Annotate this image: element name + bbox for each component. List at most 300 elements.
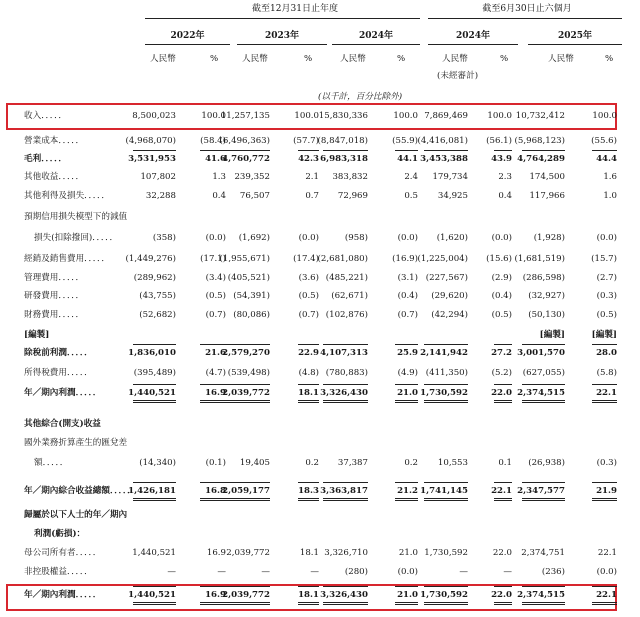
rule-below-profit-1-0 — [200, 400, 226, 401]
cell-profit-5: 21.0 — [397, 388, 418, 398]
cell-profit2-7: 22.0 — [491, 590, 512, 600]
rule-above-pbt-7 — [494, 344, 512, 345]
row-label-selling: 經銷及銷售費用．．．．． — [24, 254, 110, 264]
row-label-redacted: [編製] — [24, 330, 50, 340]
header-group-half: 截至6月30日止六個月 — [482, 4, 572, 14]
cell-other_gains-7: 0.4 — [498, 191, 512, 201]
cell-other_gains-0: 32,288 — [145, 191, 176, 201]
cell-cost_of_sales-1: (58.4) — [200, 136, 226, 146]
cell-owners-7: 22.0 — [492, 548, 512, 558]
rule-below-profit-6-0 — [424, 400, 468, 401]
rule-above-tci-7 — [494, 482, 512, 483]
rule-below-profit-9-1 — [592, 402, 617, 403]
rule-above-tci-6 — [424, 482, 468, 483]
rule-below-profit-3-1 — [298, 402, 319, 403]
rule-above-profit-1 — [200, 384, 226, 385]
rule-above-profit-0 — [133, 384, 176, 385]
rule-below-profit2-2-1 — [225, 604, 270, 605]
rule-below-profit2-9-1 — [592, 604, 617, 605]
cell-rnd-7: (0.4) — [491, 291, 512, 301]
cell-finance-0: (52,682) — [139, 310, 176, 320]
header-rule-year — [145, 18, 420, 19]
cell-gross_profit-1: 41.6 — [205, 154, 226, 164]
cell-gross_profit-6: 3,453,388 — [420, 154, 468, 164]
cell-gross_profit-0: 3,531,953 — [128, 154, 176, 164]
cell-owners-5: 21.0 — [398, 548, 418, 558]
cell-other_income-4: 383,832 — [332, 172, 368, 182]
cell-other_income-0: 107,802 — [140, 172, 176, 182]
cell-finance-2: (80,086) — [233, 310, 270, 320]
rule-below-profit2-6-1 — [424, 604, 468, 605]
cell-admin-2: (405,521) — [227, 273, 270, 283]
cell-other_gains-6: 34,925 — [437, 191, 468, 201]
rule-below-profit2-3-1 — [298, 604, 319, 605]
row-label-profit: 年／期內利潤．．．．． — [24, 388, 102, 398]
header-rule-half — [428, 18, 622, 19]
period-rule-2025-h1 — [528, 44, 622, 45]
cell-selling-0: (1,449,276) — [125, 254, 176, 264]
rule-below-tci-8-1 — [522, 500, 565, 501]
cell-gross_profit-4: 6,983,318 — [320, 154, 368, 164]
col-rmb-2022: 人民幣 — [150, 54, 176, 64]
rule-below-profit-0-0 — [133, 400, 176, 401]
cell-profit2-1: 16.9 — [205, 590, 226, 600]
cell-tci-3: 18.3 — [298, 486, 319, 496]
rule-above-pbt-8 — [522, 344, 565, 345]
rule-below-tci-9-0 — [592, 498, 617, 499]
cell-selling-4: (2,681,080) — [317, 254, 368, 264]
cell-selling-2: (1,955,671) — [219, 254, 270, 264]
cell-tci-2: 2,059,177 — [222, 486, 270, 496]
rule-above-tci-2 — [225, 482, 270, 483]
cell-nci-2: — — [261, 567, 270, 577]
rule-below-profit2-1-0 — [200, 602, 226, 603]
cell-finance-3: (0.7) — [298, 310, 319, 320]
rule-above-tci-0 — [133, 482, 176, 483]
col-rmb-2024: 人民幣 — [340, 54, 366, 64]
rule-below-profit-8-1 — [522, 402, 565, 403]
cell-fx-9: (0.3) — [596, 458, 617, 468]
col-rmb-2023: 人民幣 — [242, 54, 268, 64]
cell-admin-9: (2.7) — [596, 273, 617, 283]
cell-cost_of_sales-2: (6,496,363) — [219, 136, 270, 146]
cell-selling-6: (1,225,004) — [417, 254, 468, 264]
cell-profit-6: 1,730,592 — [420, 388, 468, 398]
cell-revenue-1: 100.0 — [201, 111, 226, 121]
rule-below-tci-8-0 — [522, 498, 565, 499]
cell-other_income-9: 1.6 — [603, 172, 617, 182]
period-rule-2024 — [332, 44, 420, 45]
cell-pbt-9: 28.0 — [596, 348, 617, 358]
cell-other_gains-2: 76,507 — [239, 191, 270, 201]
rule-below-profit2-5-0 — [395, 602, 418, 603]
cell-finance-5: (0.7) — [397, 310, 418, 320]
cell-other_gains-4: 72,969 — [337, 191, 368, 201]
rule-above-profit-5 — [395, 384, 418, 385]
cell-admin-8: (286,598) — [522, 273, 565, 283]
rule-above-profit2-0 — [133, 586, 176, 587]
rule-below-tci-5-0 — [395, 498, 418, 499]
cell-tax-5: (4.9) — [397, 368, 418, 378]
cell-cost_of_sales-9: (55.6) — [591, 136, 617, 146]
cell-rnd-5: (0.4) — [397, 291, 418, 301]
cell-redacted-8: [編製] — [539, 330, 565, 340]
cell-finance-4: (102,876) — [325, 310, 368, 320]
cell-revenue-6: 7,869,469 — [424, 111, 468, 121]
rule-below-profit2-0-0 — [133, 602, 176, 603]
cell-selling-7: (15.6) — [486, 254, 512, 264]
rule-below-profit2-7-1 — [494, 604, 512, 605]
cell-tax-4: (780,883) — [325, 368, 368, 378]
rule-above-profit2-5 — [395, 586, 418, 587]
cell-fx-8: (26,938) — [528, 458, 565, 468]
unit-note: (以千計，百分比除外) — [318, 92, 403, 102]
rule-above-profit-6 — [424, 384, 468, 385]
rule-above-pbt-3 — [298, 344, 319, 345]
cell-ecl-8: (1,928) — [533, 233, 565, 243]
row-label-tci: 年／期內綜合收益總額．．．．． — [24, 486, 136, 496]
rule-below-tci-7-1 — [494, 500, 512, 501]
cell-other_income-1: 1.3 — [212, 172, 226, 182]
cell-pbt-1: 21.6 — [205, 348, 226, 358]
row-label-fx: 額．．．．． — [34, 458, 69, 468]
cell-fx-4: 37,387 — [337, 458, 368, 468]
cell-profit-7: 22.0 — [491, 388, 512, 398]
cell-revenue-7: 100.0 — [487, 111, 512, 121]
cell-pbt-8: 3,001,570 — [517, 348, 565, 358]
cell-profit2-3: 18.1 — [298, 590, 319, 600]
cell-tci-9: 21.9 — [596, 486, 617, 496]
rule-below-profit-4-1 — [323, 402, 368, 403]
rule-below-profit2-8-1 — [522, 604, 565, 605]
rule-above-profit-2 — [225, 384, 270, 385]
cell-profit-2: 2,039,772 — [222, 388, 270, 398]
rule-below-tci-0-0 — [133, 498, 176, 499]
cell-cost_of_sales-0: (4,968,070) — [125, 136, 176, 146]
rule-below-profit2-5-1 — [395, 604, 418, 605]
cell-gross_profit-9: 44.4 — [596, 154, 617, 164]
row-label-admin: 管理費用．．．．． — [24, 273, 85, 283]
rule-below-profit-5-1 — [395, 402, 418, 403]
cell-tax-6: (411,350) — [425, 368, 468, 378]
rule-below-profit-2-0 — [225, 400, 270, 401]
cell-tax-7: (5.2) — [491, 368, 512, 378]
cell-ecl-1: (0.0) — [205, 233, 226, 243]
cell-owners-4: 3,326,710 — [324, 548, 368, 558]
rule-above-gross_profit-1 — [200, 150, 226, 151]
cell-owners-0: 1,440,521 — [132, 548, 176, 558]
rule-below-profit-1-1 — [200, 402, 226, 403]
rule-below-profit-3-0 — [298, 400, 319, 401]
cell-tci-8: 2,347,577 — [517, 486, 565, 496]
cell-rnd-2: (54,391) — [233, 291, 270, 301]
cell-ecl-3: (0.0) — [298, 233, 319, 243]
rule-above-pbt-6 — [424, 344, 468, 345]
cell-other_gains-8: 117,966 — [529, 191, 565, 201]
rule-below-tci-5-1 — [395, 500, 418, 501]
cell-nci-5: (0.0) — [397, 567, 418, 577]
cell-profit2-4: 3,326,430 — [320, 590, 368, 600]
cell-other_gains-9: 1.0 — [603, 191, 617, 201]
row-label-nci: 非控股權益．．．．． — [24, 567, 93, 577]
rule-above-pbt-9 — [592, 344, 617, 345]
col-pct-2025-h1: % — [605, 54, 614, 64]
rule-above-gross_profit-8 — [522, 150, 565, 151]
cell-profit-9: 22.1 — [596, 388, 617, 398]
cell-revenue-3: 100.0 — [294, 111, 319, 121]
rule-below-profit2-8-0 — [522, 602, 565, 603]
rule-above-gross_profit-9 — [592, 150, 617, 151]
cell-profit-4: 3,326,430 — [320, 388, 368, 398]
rule-above-tci-5 — [395, 482, 418, 483]
cell-pbt-3: 22.9 — [298, 348, 319, 358]
rule-above-tci-4 — [323, 482, 368, 483]
rule-above-profit2-3 — [298, 586, 319, 587]
rule-above-tci-3 — [298, 482, 319, 483]
rule-below-profit-9-0 — [592, 400, 617, 401]
rule-above-gross_profit-3 — [298, 150, 319, 151]
cell-rnd-1: (0.5) — [205, 291, 226, 301]
col-pct-2024: % — [397, 54, 406, 64]
rule-below-profit2-6-0 — [424, 602, 468, 603]
rule-above-profit-4 — [323, 384, 368, 385]
cell-revenue-0: 8,500,023 — [132, 111, 176, 121]
rule-above-pbt-1 — [200, 344, 226, 345]
cell-revenue-8: 10,732,412 — [515, 111, 565, 121]
cell-gross_profit-8: 4,764,289 — [517, 154, 565, 164]
rule-above-tci-9 — [592, 482, 617, 483]
cell-nci-4: (280) — [344, 567, 368, 577]
cell-selling-9: (15.7) — [591, 254, 617, 264]
cell-gross_profit-3: 42.3 — [298, 154, 319, 164]
cell-profit-1: 16.9 — [205, 388, 226, 398]
rule-below-profit2-0-1 — [133, 604, 176, 605]
cell-nci-0: — — [167, 567, 176, 577]
cell-ecl-7: (0.0) — [491, 233, 512, 243]
cell-admin-3: (3.6) — [298, 273, 319, 283]
rule-above-profit-3 — [298, 384, 319, 385]
cell-cost_of_sales-5: (55.9) — [392, 136, 418, 146]
row-label-fx_label: 國外業務折算產生的匯兌差 — [24, 438, 128, 448]
rule-above-pbt-0 — [133, 344, 176, 345]
cell-other_income-6: 179,734 — [432, 172, 468, 182]
cell-other_gains-5: 0.5 — [404, 191, 418, 201]
cell-other_income-7: 2.3 — [498, 172, 512, 182]
row-label-attr_title2: 利潤(虧損)： — [34, 529, 86, 539]
cell-ecl-2: (1,692) — [238, 233, 270, 243]
cell-owners-8: 2,374,751 — [521, 548, 565, 558]
cell-tax-0: (395,489) — [133, 368, 176, 378]
cell-other_income-8: 174,500 — [529, 172, 565, 182]
cell-profit-3: 18.1 — [298, 388, 319, 398]
cell-profit2-5: 21.0 — [397, 590, 418, 600]
period-rule-2023 — [237, 44, 327, 45]
col-pct-2024-h1: % — [500, 54, 509, 64]
cell-pbt-0: 1,836,010 — [128, 348, 176, 358]
rule-below-profit2-1-1 — [200, 604, 226, 605]
rule-above-profit-9 — [592, 384, 617, 385]
cell-ecl-9: (0.0) — [596, 233, 617, 243]
row-label-pbt: 除稅前利潤．．．．． — [24, 348, 93, 358]
cell-admin-4: (485,221) — [325, 273, 368, 283]
rule-below-tci-7-0 — [494, 498, 512, 499]
rule-below-profit-7-1 — [494, 402, 512, 403]
rule-above-profit2-6 — [424, 586, 468, 587]
row-label-ecl: 損失(扣除撥回)．．．．． — [34, 233, 119, 243]
rule-above-profit2-9 — [592, 586, 617, 587]
cell-ecl-5: (0.0) — [397, 233, 418, 243]
row-label-rnd: 研發費用．．．．． — [24, 291, 85, 301]
rule-above-profit2-2 — [225, 586, 270, 587]
rule-below-tci-1-1 — [200, 500, 226, 501]
cell-redacted-9: [編製] — [591, 330, 617, 340]
period-2024-h1: 2024年 — [455, 31, 491, 41]
cell-pbt-6: 2,141,942 — [420, 348, 468, 358]
cell-nci-1: — — [217, 567, 226, 577]
cell-fx-7: 0.1 — [498, 458, 512, 468]
cell-rnd-4: (62,671) — [331, 291, 368, 301]
cell-admin-1: (3.4) — [205, 273, 226, 283]
rule-below-profit2-2-0 — [225, 602, 270, 603]
cell-profit2-9: 22.1 — [596, 590, 617, 600]
rule-below-tci-0-1 — [133, 500, 176, 501]
cell-cost_of_sales-8: (5,968,123) — [514, 136, 565, 146]
row-label-other_gains: 其他利得及損失．．．．． — [24, 191, 110, 201]
rule-below-profit-4-0 — [323, 400, 368, 401]
row-label-ecl_label: 預期信用損失模型下的減值 — [24, 212, 128, 222]
cell-tci-6: 1,741,145 — [420, 486, 468, 496]
cell-finance-1: (0.7) — [205, 310, 226, 320]
cell-tci-0: 1,426,181 — [128, 486, 176, 496]
cell-profit2-2: 2,039,772 — [222, 590, 270, 600]
rule-below-profit2-7-0 — [494, 602, 512, 603]
cell-revenue-4: 15,830,336 — [318, 111, 368, 121]
cell-cost_of_sales-7: (56.1) — [486, 136, 512, 146]
cell-owners-9: 22.1 — [597, 548, 617, 558]
rule-below-tci-4-0 — [323, 498, 368, 499]
cell-fx-0: (14,340) — [139, 458, 176, 468]
cell-nci-3: — — [310, 567, 319, 577]
cell-rnd-0: (43,755) — [139, 291, 176, 301]
row-label-cost_of_sales: 營業成本．．．．． — [24, 136, 85, 146]
cell-gross_profit-7: 43.9 — [491, 154, 512, 164]
row-label-finance: 財務費用．．．．． — [24, 310, 85, 320]
row-label-oci_title: 其他綜合(開支)收益 — [24, 419, 101, 429]
period-2022: 2022年 — [170, 31, 205, 41]
col-pct-2022: % — [210, 54, 219, 64]
rule-above-tci-1 — [200, 482, 226, 483]
cell-revenue-2: 11,257,135 — [220, 111, 270, 121]
rule-below-tci-6-0 — [424, 498, 468, 499]
cell-owners-6: 1,730,592 — [424, 548, 468, 558]
cell-cost_of_sales-6: (4,416,081) — [417, 136, 468, 146]
cell-owners-2: 2,039,772 — [226, 548, 270, 558]
cell-finance-7: (0.5) — [491, 310, 512, 320]
cell-fx-1: (0.1) — [205, 458, 226, 468]
cell-profit2-8: 2,374,515 — [517, 590, 565, 600]
cell-cost_of_sales-3: (57.7) — [293, 136, 319, 146]
cell-finance-6: (42,294) — [431, 310, 468, 320]
rule-above-gross_profit-6 — [424, 150, 468, 151]
cell-other_income-5: 2.4 — [404, 172, 418, 182]
cell-pbt-7: 27.2 — [491, 348, 512, 358]
cell-other_gains-1: 0.4 — [212, 191, 226, 201]
cell-nci-8: (236) — [541, 567, 565, 577]
col-rmb-2024-h1: 人民幣 — [442, 54, 468, 64]
rule-below-profit2-4-1 — [323, 604, 368, 605]
cell-profit2-6: 1,730,592 — [420, 590, 468, 600]
rule-above-gross_profit-5 — [395, 150, 418, 151]
cell-fx-2: 19,405 — [239, 458, 270, 468]
rule-above-profit-8 — [522, 384, 565, 385]
period-rule-2024-h1 — [428, 44, 518, 45]
rule-below-tci-4-1 — [323, 500, 368, 501]
row-label-attr_title1: 歸屬於以下人士的年／期內 — [24, 510, 128, 520]
rule-above-gross_profit-0 — [133, 150, 176, 151]
cell-tax-3: (4.8) — [298, 368, 319, 378]
cell-owners-1: 16.9 — [206, 548, 226, 558]
cell-tax-8: (627,055) — [522, 368, 565, 378]
cell-other_income-2: 239,352 — [234, 172, 270, 182]
cell-gross_profit-2: 4,760,772 — [222, 154, 270, 164]
cell-other_gains-3: 0.7 — [305, 191, 319, 201]
period-2025-h1: 2025年 — [557, 31, 593, 41]
cell-revenue-9: 100.0 — [592, 111, 617, 121]
rule-above-gross_profit-4 — [323, 150, 368, 151]
row-label-revenue: 收入．．．．． — [24, 111, 67, 121]
cell-cost_of_sales-4: (8,847,018) — [317, 136, 368, 146]
cell-admin-6: (227,567) — [425, 273, 468, 283]
cell-tax-9: (5.8) — [596, 368, 617, 378]
cell-nci-6: — — [459, 567, 468, 577]
rule-below-profit2-4-0 — [323, 602, 368, 603]
period-rule-2022 — [145, 44, 230, 45]
rule-below-tci-9-1 — [592, 500, 617, 501]
cell-tci-1: 16.8 — [205, 486, 226, 496]
cell-other_income-3: 2.1 — [305, 172, 319, 182]
cell-ecl-6: (1,620) — [436, 233, 468, 243]
cell-selling-3: (17.4) — [293, 254, 319, 264]
cell-rnd-9: (0.3) — [596, 291, 617, 301]
rule-above-gross_profit-2 — [225, 150, 270, 151]
rule-above-profit2-1 — [200, 586, 226, 587]
period-2024: 2024年 — [358, 31, 394, 41]
cell-rnd-3: (0.5) — [298, 291, 319, 301]
col-pct-2023: % — [304, 54, 313, 64]
rule-below-profit-2-1 — [225, 402, 270, 403]
period-2023: 2023年 — [264, 31, 300, 41]
header-group-year: 截至12月31日止年度 — [252, 4, 338, 14]
cell-finance-8: (50,130) — [528, 310, 565, 320]
rule-below-profit-6-1 — [424, 402, 468, 403]
unaudited-note: (未經審計) — [437, 71, 479, 81]
rule-above-tci-8 — [522, 482, 565, 483]
cell-fx-5: 0.2 — [404, 458, 418, 468]
rule-above-pbt-2 — [225, 344, 270, 345]
rule-above-profit2-7 — [494, 586, 512, 587]
cell-fx-6: 10,553 — [437, 458, 468, 468]
cell-admin-7: (2.9) — [491, 273, 512, 283]
row-label-owners: 母公司所有者．．．．． — [24, 548, 102, 558]
rule-below-profit2-9-0 — [592, 602, 617, 603]
rule-below-tci-3-1 — [298, 500, 319, 501]
cell-profit2-0: 1,440,521 — [128, 590, 176, 600]
row-label-gross_profit: 毛利．．．．． — [24, 154, 67, 164]
cell-tax-1: (4.7) — [205, 368, 226, 378]
cell-selling-1: (17.1) — [200, 254, 226, 264]
cell-finance-9: (0.5) — [596, 310, 617, 320]
cell-pbt-4: 4,107,313 — [320, 348, 368, 358]
